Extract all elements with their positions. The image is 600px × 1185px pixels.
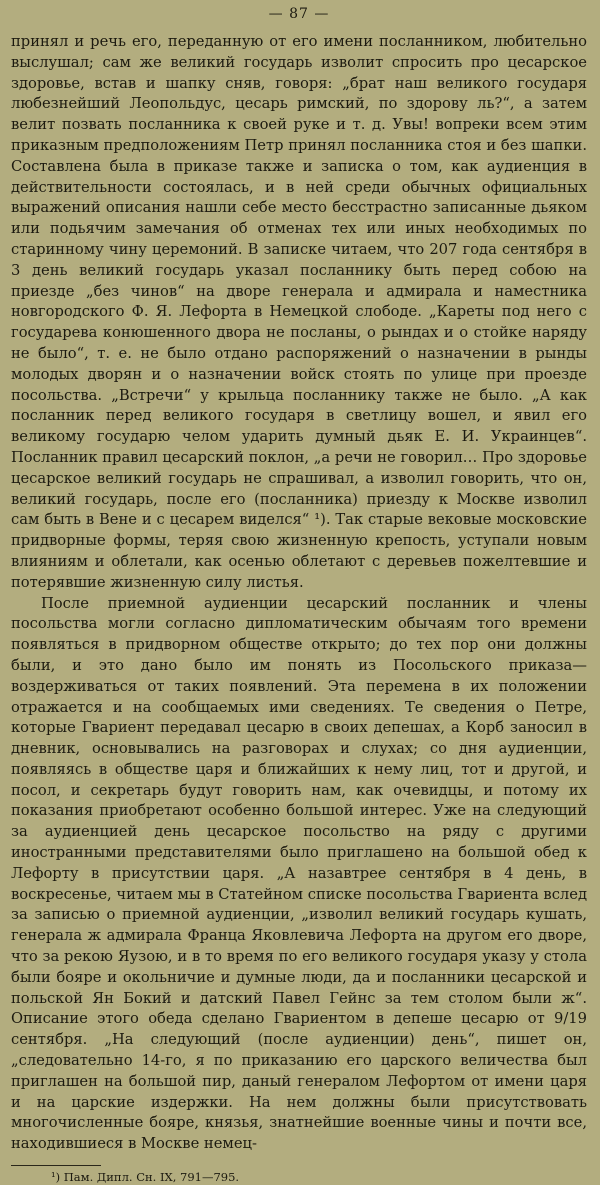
body-text (11, 32, 587, 1155)
paragraph-1: принял и речь его, переданную от его имени посланником, любительно выслушал; сам же великий государь изволит спросить про цесарское здоровье, встав и шапку сняв, говоря: „брат наш великого государя любезнейший Леопольдус, цесарь римский, по здорову ль?“, а затем велит позвать посланника к своей руке и т. д. Увы! вопреки всем этим приказным предположениям Петр принял посланника стоя и без шапки. Составлена была в приказе также и записка о том, как аудиенция в действительности состоялась, и в ней среди обычных официальных выражений описания нашли себе место бесстрастно записанные дьяком или подьячим замечания об отменах тех или иных необходимых по старинному чину церемоний. В записке читаем, что 207 года сентября в 3 день великий государь указал посланнику быть перед собою на приезде „без чинов“ на дворе генерала и адмирала и наместника новгородского Ф. Я. Лефорта в Немецкой слободе. „Кареты под него с государева конюшенного двора не посланы, о рындах и о стойке наряду не было“, т. е. не было отдано распоряжений о назначении в рынды молодых дворян и о назначении войск стоять по улице при проезде посольства. „Встречи“ у крыльца посланнику также не было. „А как посланник перед великого государя в светлицу вошел, и явил его великому государю челом ударить думный дьяк Е. И. Украинцев“. Посланник правил цесарский поклон, „а речи не говорил… Про здоровье цесарское великий государь не спрашивал, а изволил говорить, что он, великий государь, после его (посланника) приезду к Москве изволил сам быть в Вене и с цесарем виделся“ ¹). Так старые вековые московские придворные формы, теряя свою жизненную крепость, уступали новым влияниям и облетали, как осенью облетают с деревьев пожелтевшие и потерявшие жизненную силу листья. (11, 33, 587, 591)
footnote-divider (11, 1165, 101, 1166)
footnote: ¹) Пам. Дипл. Сн. IX, 791—795. (51, 1170, 240, 1185)
page-number: — 87 — (268, 6, 330, 22)
paragraph-2: После приемной аудиенции цесарский посланник и члены посольства могли согласно дипломатическим обычаям того времени появляться в придворном обществе открыто; до тех пор они должны были, и это дано было им понять из Посольского приказа—воздерживаться от таких появлений. Эта перемена в их положении отражается и на сообщаемых ими сведениях. Те сведения о Петре, которые Гвариент передавал цесарю в своих депешах, а Корб заносил в дневник, основывались на разговорах и слухах; со дня аудиенции, появляясь в обществе царя и ближайших к нему лиц, тот и другой, и посол, и секретарь будут говорить нам, как очевидцы, и потому их показания приобретают особенно большой интерес. Уже на следующий за аудиенцией день цесарское посольство на ряду с другими иностранными представителями было приглашено на большой обед к Лефорту в присутствии царя. „А назавтрее сентября в 4 день, в воскресенье, читаем мы в Статейном списке посольства Гвариента вслед за записью о приемной аудиенции, „изволил великий государь кушать, генерала ж адмирала Франца Яковлевича Лефорта на другом его дворе, что за рекою Яузою, и в то время по его великого государя указу у стола были бояре и окольничие и думные люди, да и посланники цесарской и польской Ян Бокий и датский Павел Гейнс за тем столом были ж“. Описание этого обеда сделано Гвариентом в депеше цесарю от 9/19 сентября. „На следующий (после аудиенции) день“, пишет он, „следовательно 14-го, я по приказанию его царского величества был приглашен на большой пир, даный генералом Лефортом от имени царя и на царские издержки. На нем должны были присутствовать многочисленные бояре, князья, знатнейшие военные чины и почти все, находившиеся в Москве немец- (11, 594, 587, 1153)
